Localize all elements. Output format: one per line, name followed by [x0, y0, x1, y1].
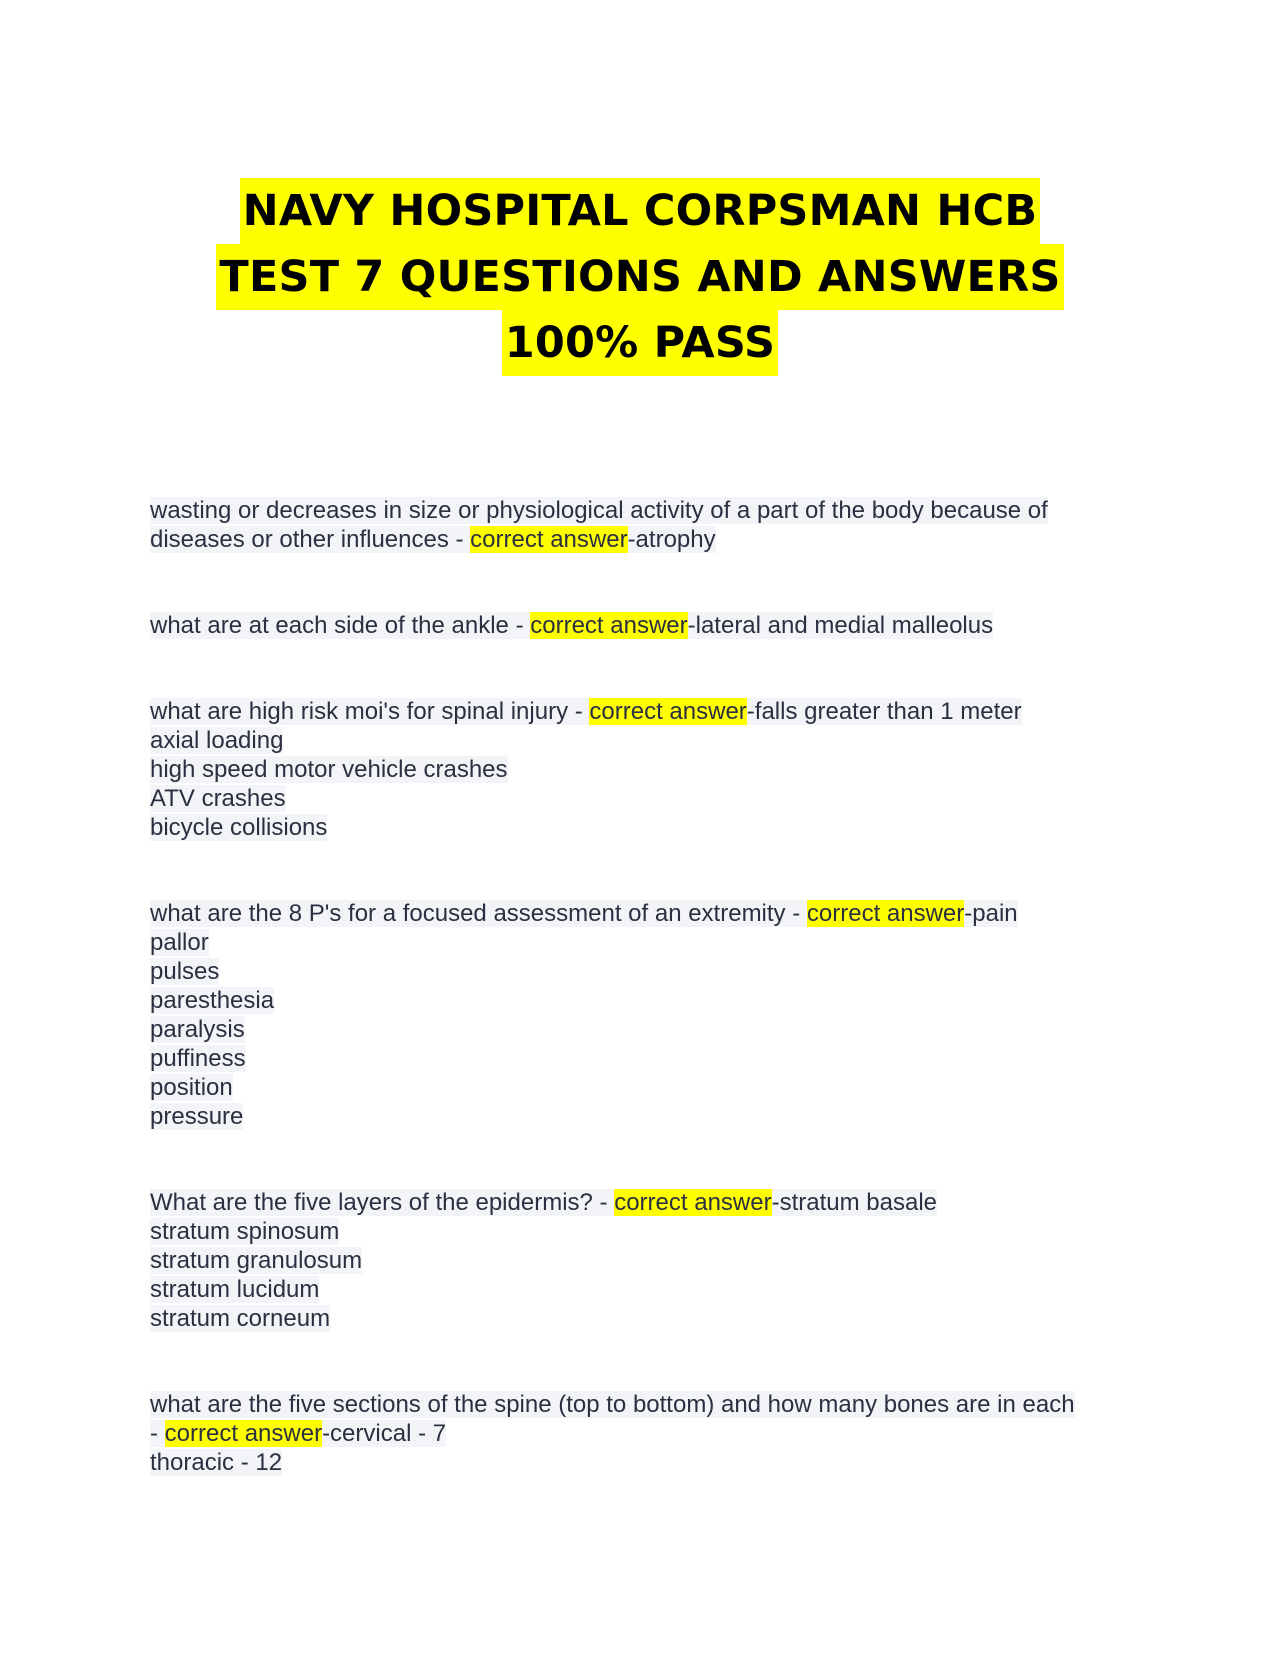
- qa-line: [150, 1217, 1150, 1246]
- qa-line-text: [150, 612, 993, 639]
- qa-text: pallor: [150, 929, 209, 956]
- qa-line-text: [150, 929, 209, 956]
- qa-text: position: [150, 1074, 233, 1101]
- qa-text: what are high risk moi's for spinal injury -: [150, 698, 590, 725]
- qa-spacer: [150, 1333, 1150, 1390]
- qa-spacer: [150, 640, 1150, 697]
- qa-line-text: [150, 526, 716, 553]
- qa-text: bicycle collisions: [150, 814, 328, 841]
- title-line-1: [0, 178, 1280, 244]
- qa-item: [150, 1188, 1150, 1333]
- qa-text: pulses: [150, 958, 220, 985]
- answer-text: -cervical - 7: [322, 1420, 447, 1447]
- qa-line-text: [150, 1016, 245, 1043]
- qa-text: high speed motor vehicle crashes: [150, 756, 508, 783]
- qa-line: [150, 1246, 1150, 1275]
- qa-item: [150, 899, 1150, 1131]
- qa-line: [150, 899, 1150, 928]
- qa-text: stratum spinosum: [150, 1218, 340, 1245]
- qa-line: [150, 986, 1150, 1015]
- qa-line-text: [150, 900, 1018, 927]
- qa-line-text: [150, 1449, 282, 1476]
- qa-text: diseases or other influences -: [150, 526, 471, 553]
- qa-line: [150, 784, 1150, 813]
- qa-line: [150, 957, 1150, 986]
- qa-line: [150, 1073, 1150, 1102]
- qa-text: what are at each side of the ankle -: [150, 612, 531, 639]
- qa-text: what are the five sections of the spine (top to bottom) and how many bones are in each: [150, 1391, 1075, 1418]
- answer-text: -atrophy: [627, 526, 716, 553]
- title-text-1: NAVY HOSPITAL CORPSMAN HCB: [240, 178, 1041, 244]
- qa-line: [150, 755, 1150, 784]
- qa-line: [150, 1188, 1150, 1217]
- qa-item: [150, 1390, 1150, 1477]
- qa-line-text: [150, 1276, 319, 1303]
- qa-line-text: [150, 1045, 246, 1072]
- correct-answer-label: correct answer: [614, 1189, 772, 1216]
- answer-text: -pain: [964, 900, 1018, 927]
- title-line-3: [0, 310, 1280, 376]
- qa-text: ATV crashes: [150, 785, 286, 812]
- qa-line: [150, 1044, 1150, 1073]
- qa-list: [150, 496, 1150, 1477]
- qa-line-text: [150, 1189, 937, 1216]
- qa-line: [150, 611, 1150, 640]
- qa-line: [150, 525, 1150, 554]
- qa-line-text: [150, 756, 508, 783]
- qa-line: [150, 1390, 1150, 1419]
- qa-line: [150, 1015, 1150, 1044]
- title-text-2: TEST 7 QUESTIONS AND ANSWERS: [216, 244, 1063, 310]
- qa-line-text: [150, 1218, 339, 1245]
- qa-text: pressure: [150, 1103, 244, 1130]
- qa-text: What are the five layers of the epidermis? -: [150, 1189, 615, 1216]
- qa-text: stratum granulosum: [150, 1247, 363, 1274]
- qa-text: paresthesia: [150, 987, 275, 1014]
- qa-line-text: [150, 1074, 233, 1101]
- document-title: [0, 178, 1280, 376]
- qa-line: [150, 1275, 1150, 1304]
- qa-line-text: [150, 727, 283, 754]
- qa-text: thoracic - 12: [150, 1449, 283, 1476]
- qa-line-text: [150, 497, 1048, 524]
- qa-line-text: [150, 1305, 330, 1332]
- correct-answer-label: correct answer: [530, 612, 688, 639]
- qa-line: [150, 813, 1150, 842]
- qa-line-text: [150, 1391, 1075, 1418]
- qa-line-text: [150, 698, 1022, 725]
- qa-text: what are the 8 P's for a focused assessment of an extremity -: [150, 900, 807, 927]
- qa-item: [150, 496, 1150, 554]
- qa-line-text: [150, 1420, 446, 1447]
- qa-text: -: [150, 1420, 165, 1447]
- qa-line: [150, 1304, 1150, 1333]
- qa-line: [150, 1448, 1150, 1477]
- qa-line: [150, 928, 1150, 957]
- qa-line-text: [150, 1103, 243, 1130]
- title-text-3: 100% PASS: [502, 310, 778, 376]
- qa-line: [150, 726, 1150, 755]
- qa-spacer: [150, 1131, 1150, 1188]
- qa-line-text: [150, 987, 274, 1014]
- qa-text: puffiness: [150, 1045, 246, 1072]
- qa-text: stratum corneum: [150, 1305, 331, 1332]
- qa-line-text: [150, 958, 219, 985]
- answer-text: -lateral and medial malleolus: [687, 612, 994, 639]
- qa-line: [150, 496, 1150, 525]
- title-line-2: [0, 244, 1280, 310]
- correct-answer-label: correct answer: [164, 1420, 323, 1447]
- qa-line: [150, 697, 1150, 726]
- qa-spacer: [150, 554, 1150, 611]
- qa-line: [150, 1102, 1150, 1131]
- qa-line-text: [150, 814, 327, 841]
- qa-line: [150, 1419, 1150, 1448]
- answer-text: -stratum basale: [771, 1189, 937, 1216]
- answer-text: -falls greater than 1 meter: [746, 698, 1022, 725]
- correct-answer-label: correct answer: [470, 526, 628, 553]
- qa-spacer: [150, 842, 1150, 899]
- qa-item: [150, 611, 1150, 640]
- qa-text: wasting or decreases in size or physiological activity of a part of the body because of: [150, 497, 1048, 524]
- qa-line-text: [150, 1247, 362, 1274]
- correct-answer-label: correct answer: [806, 900, 965, 927]
- qa-text: axial loading: [150, 727, 284, 754]
- qa-text: paralysis: [150, 1016, 245, 1043]
- correct-answer-label: correct answer: [589, 698, 747, 725]
- qa-item: [150, 697, 1150, 842]
- qa-text: stratum lucidum: [150, 1276, 320, 1303]
- qa-line-text: [150, 785, 286, 812]
